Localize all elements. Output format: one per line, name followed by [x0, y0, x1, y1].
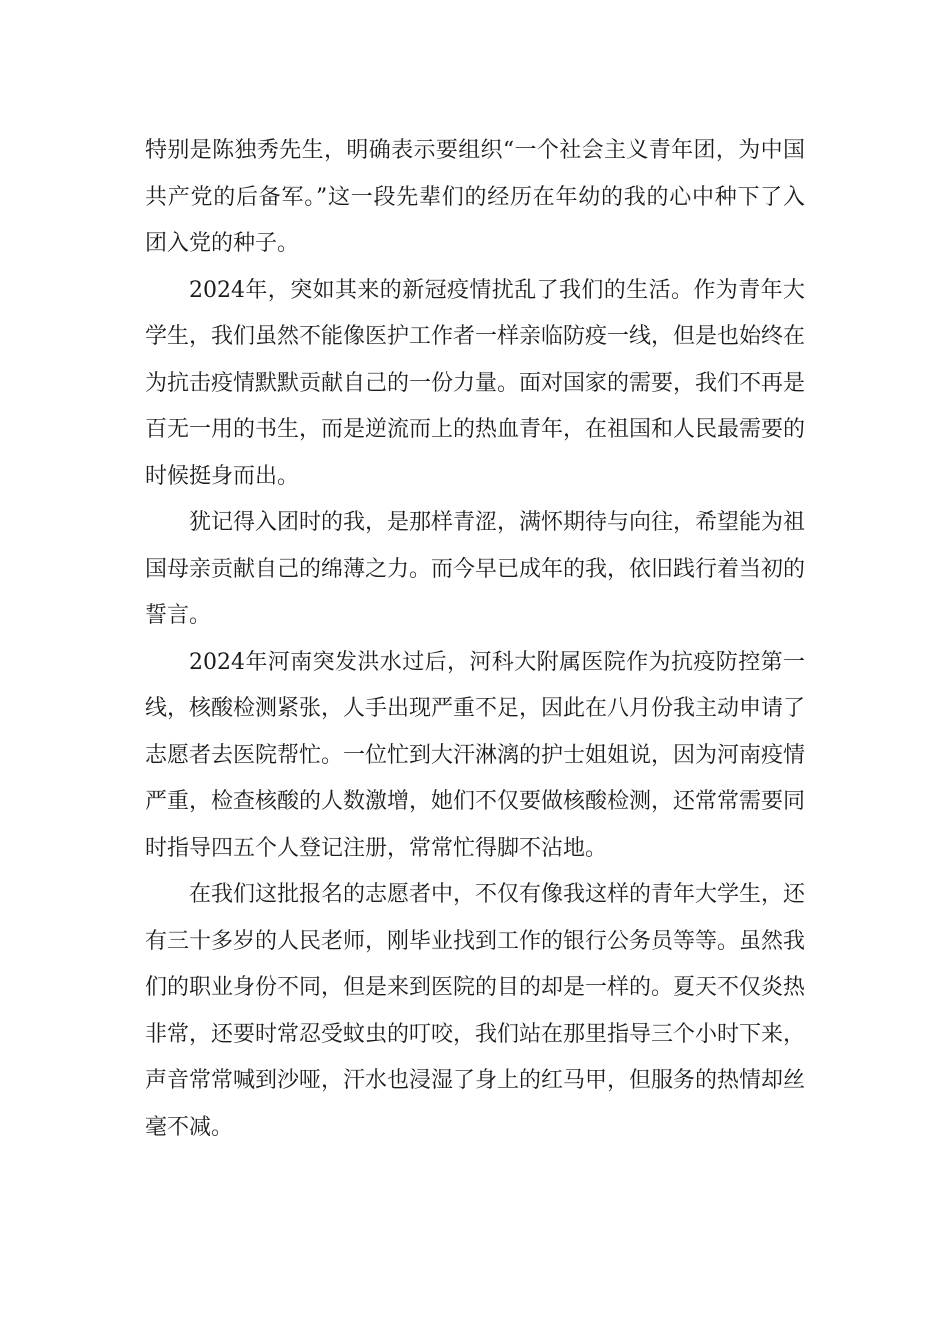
paragraph-1: 特别是陈独秀先生，明确表示要组织“一个社会主义青年团，为中国共产党的后备军。”这一段先辈们的经历在年幼的我的心中种下了入团入党的种子。: [145, 138, 805, 256]
document-body: [145, 128, 805, 1151]
paragraph-3: 犹记得入团时的我，是那样青涩，满怀期待与向往，希望能为祖国母亲贡献自己的绵薄之力。而今早已成年的我，依旧践行着当初的誓言。: [145, 510, 806, 628]
paragraph-2: 2024年，突如其来的新冠疫情扰乱了我们的生活。作为青年大学生，我们虽然不能像医护工作者一样亲临防疫一线，但是也始终在为抗击疫情默默贡献自己的一份力量。面对国家的需要，我们不再是百无一用的书生，而是逆流而上的热血青年，在祖国和人民最需要的时候挺身而出。: [145, 277, 806, 489]
paragraph-5: 在我们这批报名的志愿者中，不仅有像我这样的青年大学生，还有三十多岁的人民老师，刚毕业找到工作的银行公务员等等。虽然我们的职业身份不同，但是来到医院的目的却是一样的。夏天不仅炎热非常，还要时常忍受蚊虫的叮咬，我们站在那里指导三个小时下来，声音常常喊到沙哑，汗水也浸湿了身上的红马甲，但服务的热情却丝毫不减。: [145, 882, 806, 1140]
paragraph-4: 2024年河南突发洪水过后，河科大附属医院作为抗疫防控第一线，核酸检测紧张，人手出现严重不足，因此在八月份我主动申请了志愿者去医院帮忙。一位忙到大汗淋漓的护士姐姐说，因为河南疫情严重，检查核酸的人数激增，她们不仅要做核酸检测，还常常需要同时指导四五个人登记注册，常常忙得脚不沾地。: [145, 649, 806, 861]
